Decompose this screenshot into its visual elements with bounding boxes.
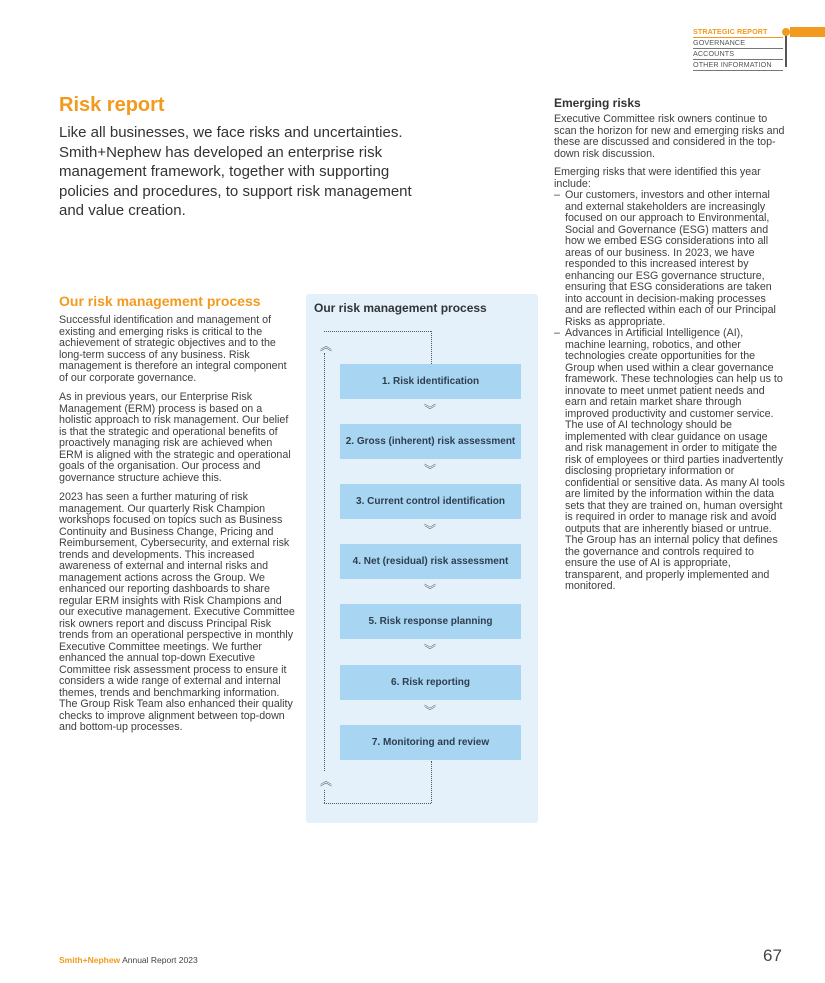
loop-line-top-drop	[431, 331, 432, 364]
nav-item-strategic-report[interactable]: STRATEGIC REPORT	[693, 27, 783, 38]
step-gross-risk-assessment: 2. Gross (inherent) risk assessment	[340, 424, 521, 459]
left-paragraph-2: As in previous years, our Enterprise Risk Management (ERM) process is based on a holistic approach to risk management. Our belief is that the strategic and operational benefits of proactively managing risk are achieved when ERM is aligned with the strategic and operational goals of the organisation. Our process and governance structure achieve this.	[59, 391, 291, 484]
chevron-down-icon: ︾	[424, 704, 437, 718]
chevron-down-icon: ︾	[424, 403, 437, 417]
nav-active-tab	[790, 27, 825, 37]
step-monitoring-and-review: 7. Monitoring and review	[340, 725, 521, 760]
emerging-risks-list	[554, 190, 786, 593]
nav-active-dot-icon	[782, 28, 790, 36]
nav-item-governance[interactable]: GOVERNANCE	[693, 38, 783, 49]
page-title: Risk report	[59, 94, 165, 116]
chevron-down-icon: ︾	[424, 643, 437, 657]
emerging-risks-heading: Emerging risks	[554, 96, 641, 110]
chevron-down-icon: ︾	[424, 463, 437, 477]
step-risk-response-planning: 5. Risk response planning	[340, 604, 521, 639]
diagram-title: Our risk management process	[314, 301, 487, 315]
step-risk-reporting: 6. Risk reporting	[340, 665, 521, 700]
section-nav	[693, 27, 783, 71]
left-paragraph-3: 2023 has seen a further maturing of risk management. Our quarterly Risk Champion workshops focused on topics such as Business Continuity and Business Change, Pricing and Reimbursement, Cybersecurity, and external risk trends and developments. This increased awareness of external and internal risks and management actions across the Group. We enhanced our reporting dashboards to share regular ERM insights with Risk Champions and our executive management. Executive Committee risk owners report and discuss Principal Risk trends from an operational perspective in monthly Executive Committee meetings. We further enhanced the annual top-down Executive Committee risk assessment process to ensure it considers a wide range of external and internal themes, trends and benchmarking information. The Group Risk Team also enhanced their quality checks to improve alignment between top-down and bottom-up processes.	[59, 491, 295, 733]
list-item: – Advances in Artificial Intelligence (AI), machine learning, robotics, and other technologies create opportunities for the Group when used within a clear governance framework. These technologies can help us to innovate to meet unmet patient needs and earn and retain market share through improved productivity and customer service. The use of AI technology should be implemented with clear guidance on usage and risk management in order to mitigate the risk of employees or third parties inadvertently disclosing proprietary information or confidential or sensitive data. As many AI tools are limited by the information within the data sets that they are trained on, human oversight is required in order to manage risk and avoid outputs that are inherently biased or untrue. The Group has an internal policy that defines the governance and controls required to ensure the use of AI is appropriate, transparent, and properly implemented and monitored.	[554, 328, 786, 593]
list-item: – Our customers, investors and other internal and external stakeholders are increasingly focused on our approach to Environmental, Social and Governance (ESG) matters and how we embed ESG considerations into all areas of our business. In 2023, we have responded to this increased interest by enhancing our ESG governance structure, ensuring that ESG considerations are taken into account in decision-making processes and are reflected within each of our Principal Risks as appropriate.	[554, 190, 786, 328]
loop-line-top	[324, 331, 431, 332]
footer-brand: Smith+Nephew	[59, 955, 121, 965]
nav-item-other-information[interactable]: OTHER INFORMATION	[693, 60, 783, 71]
loop-line-bottom-rise	[431, 761, 432, 803]
chevron-down-icon: ︾	[424, 583, 437, 597]
nav-item-accounts[interactable]: ACCOUNTS	[693, 49, 783, 60]
step-current-control-identification: 3. Current control identification	[340, 484, 521, 519]
right-paragraph-2: Emerging risks that were identified this year include:	[554, 166, 761, 190]
intro-text: Like all businesses, we face risks and uncertainties. Smith+Nephew has developed an enterprise risk management framework, together with supporting policies and procedures, to support risk management and value creation.	[59, 124, 412, 219]
step-risk-identification: 1. Risk identification	[340, 364, 521, 399]
loop-line-left-upper	[324, 353, 325, 771]
right-column-text	[554, 114, 786, 593]
nav-track-line	[785, 31, 787, 67]
step-net-risk-assessment: 4. Net (residual) risk assessment	[340, 544, 521, 579]
loop-line-left-lower	[324, 790, 325, 803]
loop-line-bottom	[324, 803, 431, 804]
loop-chevron-up-icon-bottom: ︽	[320, 774, 333, 788]
chevron-down-icon: ︾	[424, 523, 437, 537]
right-paragraph-1: Executive Committee risk owners continue to scan the horizon for new and emerging risks and these are discussed and considered in the top-down risk discussion.	[554, 113, 785, 160]
footer-report-title: Annual Report 2023	[122, 955, 198, 965]
risk-process-heading: Our risk management process	[59, 293, 261, 309]
left-paragraph-1: Successful identification and management of existing and emerging risks is critical to the achievement of strategic objectives and to the long-term success of any business. Risk management is therefore an integral component of our corporate governance.	[59, 314, 287, 384]
loop-chevron-up-icon-top: ︽	[320, 339, 333, 353]
left-column-text	[59, 315, 295, 742]
page-number: 67	[763, 946, 782, 965]
footer	[59, 955, 198, 965]
